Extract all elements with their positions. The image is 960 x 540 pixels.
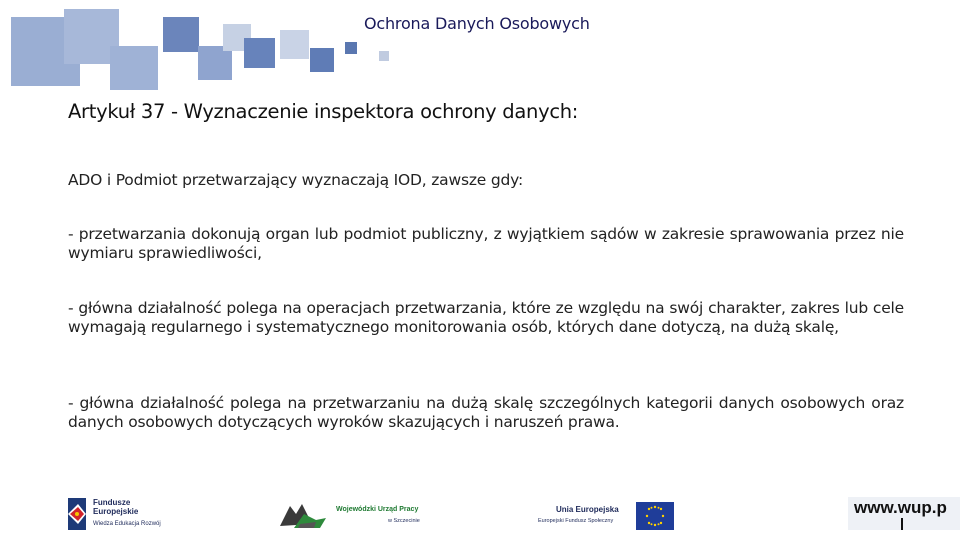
wup-line2: w Szczecinie: [388, 518, 420, 524]
fundusze-europejskie-logo: [66, 494, 176, 534]
eu-flag-icon: [636, 502, 674, 530]
fe-line1: Fundusze: [93, 498, 131, 507]
fe-line3: Wiedza Edukacja Rozwój: [93, 521, 161, 527]
point-paragraph: - główna działalność polega na operacjach przetwarzania, które ze względu na swój charakter, zakres lub cele wymagają regularnego i systematycznego monitorowania osób, których dane dotyczą, na dużą skalę,: [68, 299, 904, 336]
deco-square: [244, 38, 275, 68]
text-cursor: [901, 518, 903, 530]
fe-emblem-icon: [66, 496, 88, 532]
website-link[interactable]: [848, 497, 960, 530]
fe-line2: Europejskie: [93, 507, 139, 516]
wup-emblem-icon: [280, 500, 328, 530]
deco-square: [310, 48, 334, 72]
eu-logo: [538, 500, 678, 532]
intro-paragraph: ADO i Podmiot przetwarzający wyznaczają IOD, zawsze gdy:: [68, 171, 523, 189]
wup-logo: [280, 500, 430, 530]
deco-square: [163, 17, 199, 52]
deco-square: [280, 30, 309, 59]
deco-square: [110, 46, 158, 90]
point-paragraph: - przetwarzania dokonują organ lub podmiot publiczny, z wyjątkiem sądów w zakresie sprawowania przez nie wymiaru sprawiedliwości,: [68, 225, 904, 262]
website-text: www.wup.p: [854, 498, 947, 517]
wup-line1: Wojewódzki Urząd Pracy: [336, 506, 419, 513]
eu-line2: Europejski Fundusz Społeczny: [538, 518, 614, 524]
article-title: Artykuł 37 - Wyznaczenie inspektora ochrony danych:: [68, 100, 579, 123]
deco-square: [345, 42, 357, 54]
deco-square: [198, 46, 232, 80]
eu-line1: Unia Europejska: [556, 505, 619, 514]
header-title: Ochrona Danych Osobowych: [364, 14, 590, 33]
deco-square: [379, 51, 389, 61]
point-paragraph: - główna działalność polega na przetwarzaniu na dużą skalę szczególnych kategorii danych osobowych oraz danych osobowych dotyczących wyroków skazujących i naruszeń prawa.: [68, 394, 904, 431]
